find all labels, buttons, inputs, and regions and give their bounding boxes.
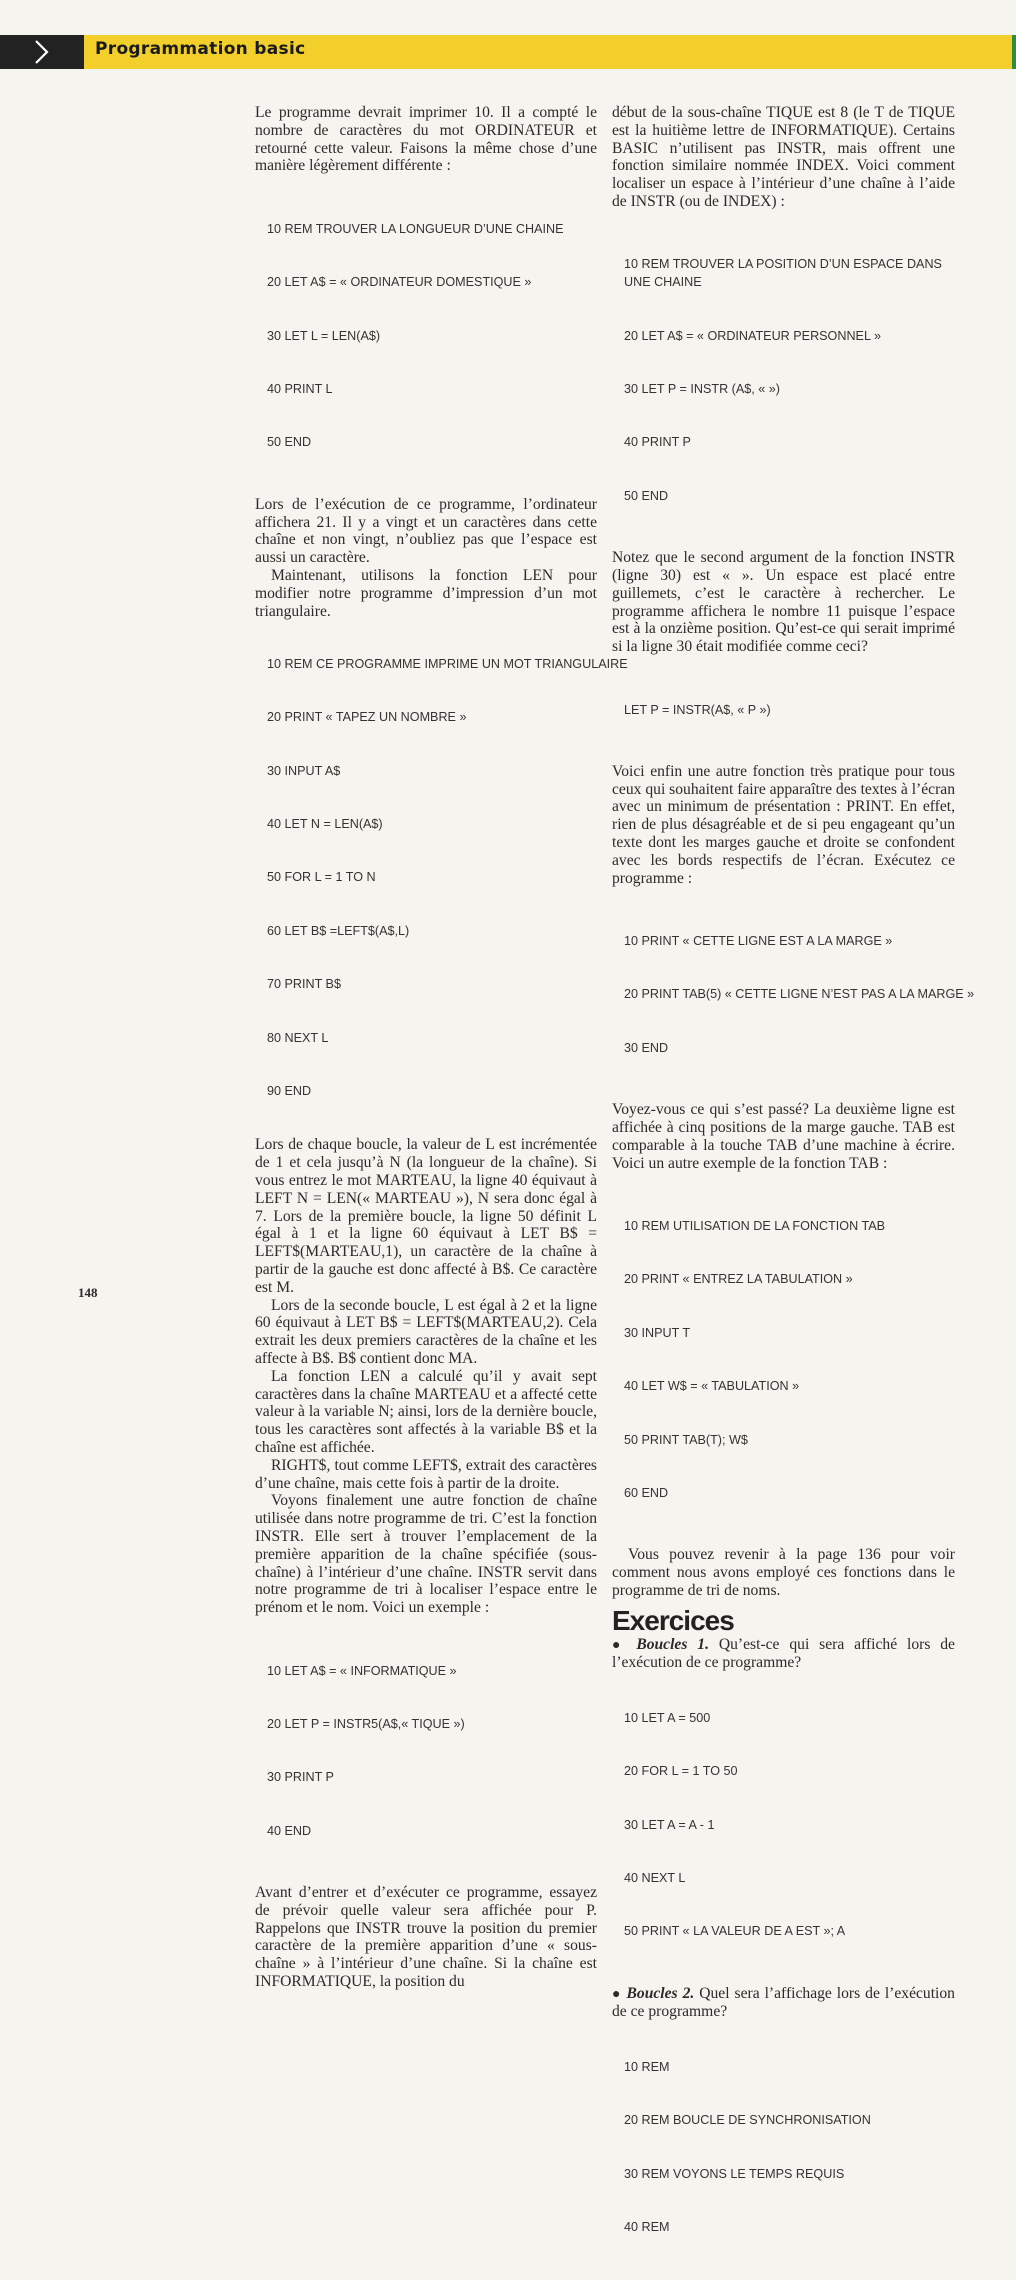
code-listing <box>267 620 628 1136</box>
code-listing <box>624 1674 955 1977</box>
paragraph: Maintenant, utilisons la fonction LEN pour modifier notre programme d’impression d’un mot triangulaire. <box>255 566 597 620</box>
code-line: 40 PRINT L <box>267 381 333 396</box>
paragraph: Lors de la seconde boucle, L est égal à 2 et la ligne 60 équivaut à LET B$ = LEFT$(MARTEAU,2). Cela extrait les deux premiers caractères de la chaîne et les affecte à B$. B$ contient donc MA. <box>255 1296 597 1367</box>
header-edge-mark <box>1012 35 1016 69</box>
code-line: 30 PRINT P <box>267 1770 334 1785</box>
code-line: 10 REM TROUVER LA POSITION D’UN ESPACE DANS UNE CHAINE <box>624 257 942 290</box>
exercises-heading: Exercices <box>612 1604 734 1636</box>
paragraph: Voyez-vous ce qui s’est passé? La deuxième ligne est affichée à cinq positions de la marge gauche. TAB est comparable à la touche TAB d’une machine à écrire. Voici un autre exemple de la fonction TAB : <box>612 1101 955 1172</box>
code-line: 40 LET N = LEN(A$) <box>267 817 383 832</box>
code-line: 20 FOR L = 1 TO 50 <box>624 1764 738 1779</box>
code-line: 30 LET P = INSTR (A$, « ») <box>624 381 780 396</box>
header-arrow-box <box>0 35 84 69</box>
code-line: 60 LET B$ =LEFT$(A$,L) <box>267 923 410 938</box>
paragraph: Le programme devrait imprimer 10. Il a compté le nombre de caractères du mot ORDINATEUR et retourné cette valeur. Faisons la même chose d’une manière légèrement différente : <box>255 104 597 175</box>
code-line: 90 END <box>267 1084 312 1099</box>
exercise-question <box>612 1636 955 1673</box>
code-line: 60 END <box>624 1485 669 1500</box>
code-listing <box>624 897 975 1093</box>
code-listing <box>624 1182 955 1538</box>
code-listing <box>624 666 955 755</box>
code-line: 30 END <box>624 1040 669 1055</box>
code-line: 70 PRINT B$ <box>267 977 341 992</box>
paragraph: Lors de chaque boucle, la valeur de L est incrémentée de 1 et cela jusqu’à N (la longueur de la chaîne). Si vous entrez le mot MARTEAU, la ligne 40 équivaut à LEFT N = LEN(« MARTEAU »), N sera donc égal à 7. Lors de la première boucle, la ligne 50 définit L égal à 1 et la ligne 60 équivaut à LET B$ = LEFT$(MARTEAU,1), un caractère de la chaîne à partir de la gauche est donc affecté à B$. Ce caractère est M. <box>255 1136 597 1296</box>
code-line: 40 LET W$ = « TABULATION » <box>624 1379 800 1394</box>
paragraph: RIGHT$, tout comme LEFT$, extrait des caractères d’une chaîne, mais cette fois à partir de la droite. <box>255 1456 597 1492</box>
paragraph: Avant d’entrer et d’exécuter ce programme, essayez de prévoir quelle valeur sera affichée pour P. Rappelons que INSTR trouve la position du premier caractère de la première apparition d’une « sous-chaîne » à l’intérieur d’une chaîne. Si la chaîne est INFORMATIQUE, la position du <box>255 1884 597 1991</box>
paragraph: Lors de l’exécution de ce programme, l’ordinateur affichera 21. Il y a vingt et un caractères dans cette chaîne et non vingt, n’oubliez pas que l’espace est aussi un caractère. <box>255 495 597 567</box>
code-line: 10 REM <box>624 2059 670 2074</box>
paragraph: Voici enfin une autre fonction très pratique pour tous ceux qui souhaitent faire apparaître des textes à l’écran avec un minimum de présentation : PRINT. En effet, rien de plus désagréable et de si peu engageant qu’un texte dont les marges gauche et droite se confondent avec les bords respectifs de l’écran. Exécutez ce programme : <box>612 762 955 887</box>
code-line: 50 PRINT « LA VALEUR DE A EST »; A <box>624 1924 846 1939</box>
code-line: 40 END <box>267 1823 312 1838</box>
code-line: 30 REM VOYONS LE TEMPS REQUIS <box>624 2166 845 2181</box>
paragraph: Voyons finalement une autre fonction de chaîne utilisée dans notre programme de tri. C’est la fonction INSTR. Elle sert à trouver l’emplacement de la première apparition de la chaîne spécifiée (sous-chaîne) à l’intérieur d’une chaîne. INSTR servit dans notre programme de tri à localiser l’espace entre le prénom et le nom. Voici un exemple : <box>255 1492 597 1617</box>
code-line: 40 REM <box>624 2220 670 2235</box>
bullet-icon: ● <box>612 1637 627 1653</box>
code-line: 20 LET P = INSTR5(A$,« TIQUE ») <box>267 1716 465 1731</box>
exercise-title: Boucles 2. <box>626 1984 695 2002</box>
paragraph: Notez que le second argument de la fonction INSTR (ligne 30) est « ». Un espace est placé entre guillemets, c’est le caractère à rechercher. Le programme affichera le nombre 11 puisque l’espace est à la onzième position. Qu’est-ce qui serait imprimé si la ligne 30 était modifiée comme ceci? <box>612 549 955 656</box>
code-line: 50 FOR L = 1 TO N <box>267 870 376 885</box>
code-line: 50 END <box>624 488 669 503</box>
code-line: 20 LET A$ = « ORDINATEUR PERSONNEL » <box>624 328 881 343</box>
exercise-text: Quel sera l’affichage lors de l’exécution de ce programme? <box>612 1984 955 2021</box>
code-line: 20 PRINT « ENTREZ LA TABULATION » <box>624 1272 853 1287</box>
code-line: 50 END <box>267 435 312 450</box>
code-line: 40 NEXT L <box>624 1870 686 1885</box>
section-title: Programmation basic <box>95 39 306 59</box>
exercise-title: Boucles 1. <box>636 1635 709 1653</box>
paragraph: La fonction LEN a calculé qu’il y avait sept caractères dans la chaîne MARTEAU et a affecté cette valeur à la variable N; ainsi, lors de la dernière boucle, tous les caractères sont affectés à la variable B$ et la chaîne est affichée. <box>255 1367 597 1456</box>
code-line: 10 REM TROUVER LA LONGUEUR D’UNE CHAINE <box>267 221 564 236</box>
code-line: 20 PRINT TAB(5) « CETTE LIGNE N’EST PAS A LA MARGE » <box>624 987 975 1002</box>
exercise-text: Qu’est-ce qui sera affiché lors de l’exécution de ce programme? <box>612 1635 955 1672</box>
code-listing <box>624 2023 955 2272</box>
code-listing <box>267 185 597 488</box>
code-line: 10 PRINT « CETTE LIGNE EST A LA MARGE » <box>624 934 893 949</box>
code-line: 10 LET A = 500 <box>624 1710 711 1725</box>
code-line: 80 NEXT L <box>267 1030 329 1045</box>
right-column <box>612 104 975 2280</box>
code-listing <box>267 1627 597 1876</box>
code-line: 30 LET A = A - 1 <box>624 1817 715 1832</box>
paragraph: Vous pouvez revenir à la page 136 pour voir comment nous avons employé ces fonctions dans le programme de tri de noms. <box>612 1546 955 1599</box>
code-line: 40 PRINT P <box>624 435 691 450</box>
code-line: 30 LET L = LEN(A$) <box>267 328 381 343</box>
code-line: LET P = INSTR(A$, « P ») <box>624 702 771 717</box>
code-line: 10 REM CE PROGRAMME IMPRIME UN MOT TRIANGULAIRE <box>267 656 628 671</box>
paragraph: début de la sous-chaîne TIQUE est 8 (le T de TIQUE est la huitième lettre de INFORMATIQUE). Certains BASIC n’utilisent pas INSTR, mais offrent une fonction similaire nommée INDEX. Voici comment localiser un espace à l’intérieur d’une chaîne à l’aide de INSTR (ou de INDEX) : <box>612 104 955 210</box>
code-listing <box>624 221 955 541</box>
page-number: 148 <box>78 1285 98 1300</box>
code-line: 30 INPUT T <box>624 1325 691 1340</box>
code-line: 20 REM BOUCLE DE SYNCHRONISATION <box>624 2113 871 2128</box>
code-line: 30 INPUT A$ <box>267 763 341 778</box>
bullet-icon: ● <box>612 1986 622 2002</box>
code-line: 10 REM UTILISATION DE LA FONCTION TAB <box>624 1219 886 1234</box>
left-column <box>255 104 628 2001</box>
code-line: 50 PRINT TAB(T); W$ <box>624 1432 748 1447</box>
code-line: 20 PRINT « TAPEZ UN NOMBRE » <box>267 710 467 725</box>
code-line: 10 LET A$ = « INFORMATIQUE » <box>267 1663 457 1678</box>
section-header-band <box>0 35 1016 69</box>
exercise-question <box>612 1985 955 2022</box>
code-line: 20 LET A$ = « ORDINATEUR DOMESTIQUE » <box>267 275 532 290</box>
chevron-right-icon <box>31 39 53 65</box>
